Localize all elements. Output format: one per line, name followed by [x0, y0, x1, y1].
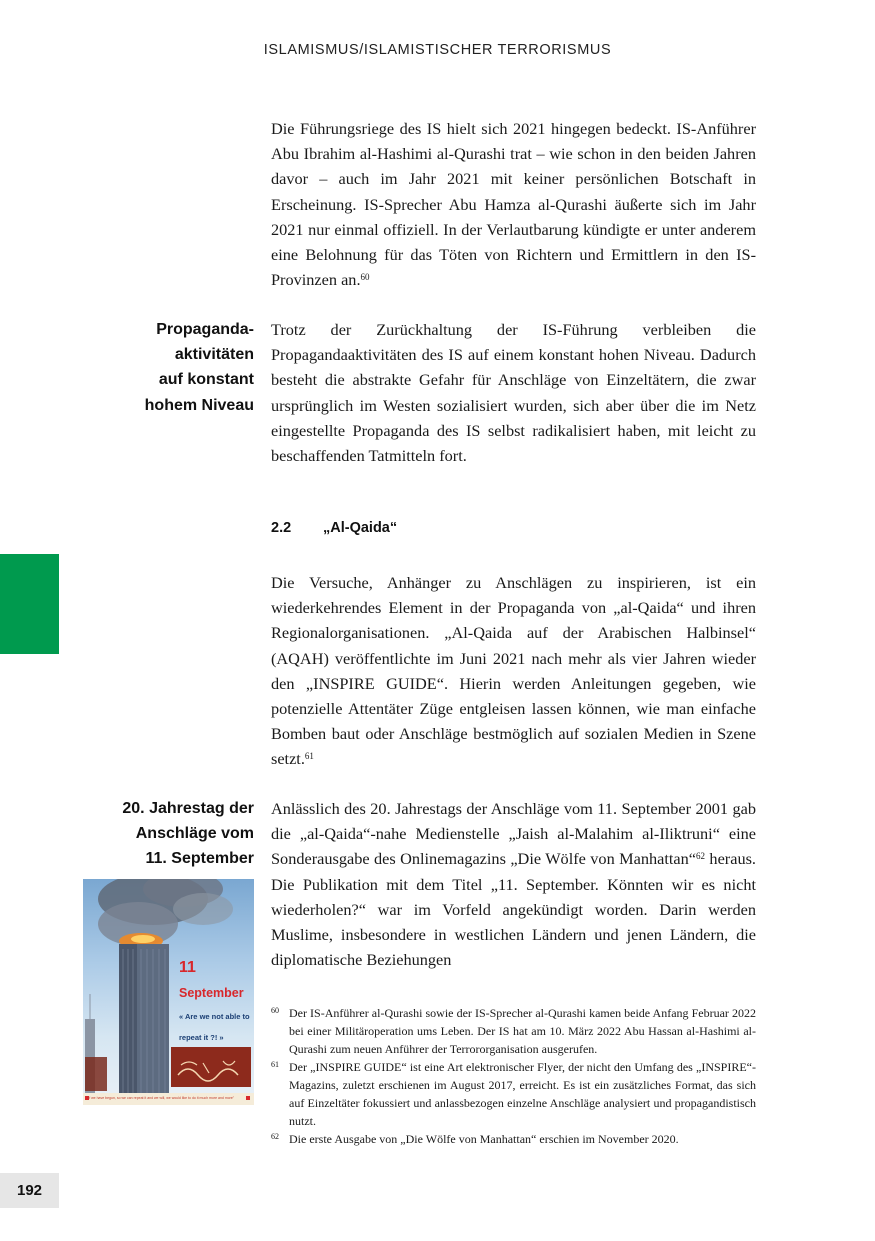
footnote-62: 62 Die erste Ausgabe von „Die Wölfe von Manhattan“ erschien im November 2020. — [271, 1132, 679, 1146]
footnote-ref-62: 62 — [696, 851, 705, 862]
page-number: 192 — [0, 1173, 59, 1208]
footnote-ref-60: 60 — [360, 272, 370, 283]
poster-quote-line2: repeat it ?! » — [179, 1033, 224, 1042]
poster-quote-line1: « Are we not able to — [179, 1012, 250, 1021]
section-number: 2.2 — [271, 520, 292, 536]
margin-note-anniversary: 20. Jahrestag der Anschläge vom 11. September — [122, 800, 254, 868]
poster-footer-text: "If we have begun, so we can repeat it and we will, we would like to do it much more and more" — [87, 1096, 235, 1100]
paragraph-anniversary: Anlässlich des 20. Jahrestags der Anschläge vom 11. September 2001 gab die „al-Qaida“-nahe Medienstelle „Jaish al-Malahim al-Iliktruni“ eine Sonderausgabe des Onlinemagazins „Die Wölfe von Manhattan“$^{62}$ heraus. Die Publikation mit dem Titel „11. September. Könnten wir es nicht wiederholen?“ war im Vorfeld angekündigt worden. Darin werden Muslime, insbesondere in westlichen Ländern und jenen Ländern, die diplomatische Beziehungen — [271, 799, 756, 970]
poster-date-number: 11 — [179, 959, 196, 976]
paragraph-is-leadership: Die Führungsriege des IS hielt sich 2021 hingegen bedeckt. IS-Anführer Abu Ibrahim al-Hashimi al-Qurashi trat – wie schon in den beiden Jahren davor – auch im Jahr 2021 mit keiner persönlichen Botschaft in Erscheinung. IS-Sprecher Abu Hamza al-Qurashi äußerte sich im Jahr 2021 nur einmal offiziell. In der Verlautbarung kündigte er unter anderem eine Belohnung für das Töten von Richtern und Ermittlern in den IS-Provinzen an.$^{60}$ — [271, 119, 756, 290]
footnote-ref-61: 61 — [304, 751, 314, 762]
poster-month: September — [179, 986, 244, 1000]
magazine-cover-image — [83, 879, 254, 1105]
section-heading — [271, 520, 397, 536]
paragraph-al-qaida: Die Versuche, Anhänger zu Anschlägen zu inspirieren, ist ein wiederkehrendes Element in der Propaganda von „al-Qaida“ und ihren Regionalorganisationen. „Al-Qaida auf der Arabischen Halbinsel“ (AQAH) veröffentlichte im Juni 2021 nach mehr als vier Jahren wieder den „INSPIRE GUIDE“. Hierin werden Anleitungen gegeben, wie potenzielle Attentäter Züge entgleisen lassen können, wie man einfache Bomben baut oder Anschläge bestmöglich auf sozialen Medien in Szene setzt.$^{61}$ — [271, 573, 756, 769]
margin-note-propaganda: Propaganda- aktivitäten auf konstant hohem Niveau — [144, 321, 254, 414]
section-title: „Al-Qaida“ — [323, 520, 398, 536]
footnotes — [271, 1004, 756, 1148]
paragraph-propaganda: Trotz der Zurückhaltung der IS-Führung verbleiben die Propagandaaktivitäten des IS auf einem konstant hohen Niveau. Dadurch besteht die abstrakte Gefahr für Anschläge von Einzeltätern, die zwar ursprünglich im Westen sozialisiert wurden, sich aber über die im Netz eingestellte Propaganda des IS selbst radikalisiert haben, mit leicht zu beschaffenden Tatmitteln fort. — [271, 320, 756, 466]
chapter-tab — [0, 554, 59, 654]
footnote-60: 60 Der IS-Anführer al-Qurashi sowie der IS-Sprecher al-Qurashi kamen beide Anfang Februar 2022 bei einer Militäroperation ums Leben. Der IS hat am 10. März 2022 Abu Hassan al-Hashimi al-Qurashi zum neuen Anführer der Terrororganisation ausgerufen. — [271, 1006, 756, 1056]
running-header: ISLAMISMUS/ISLAMISTISCHER TERRORISMUS — [263, 42, 612, 58]
footnote-61: 61 Der „INSPIRE GUIDE“ ist eine Art elektronischer Flyer, der nicht den Umfang des „INSPIRE“-Magazins, zuletzt erschienen im August 2017, erreicht. Es ist ein zusätzliches Format, das sich auf Einzeltäter fokussiert und anlassbezogen einzelne Anschläge analysiert und propagandistisch nutzt. — [271, 1060, 756, 1128]
